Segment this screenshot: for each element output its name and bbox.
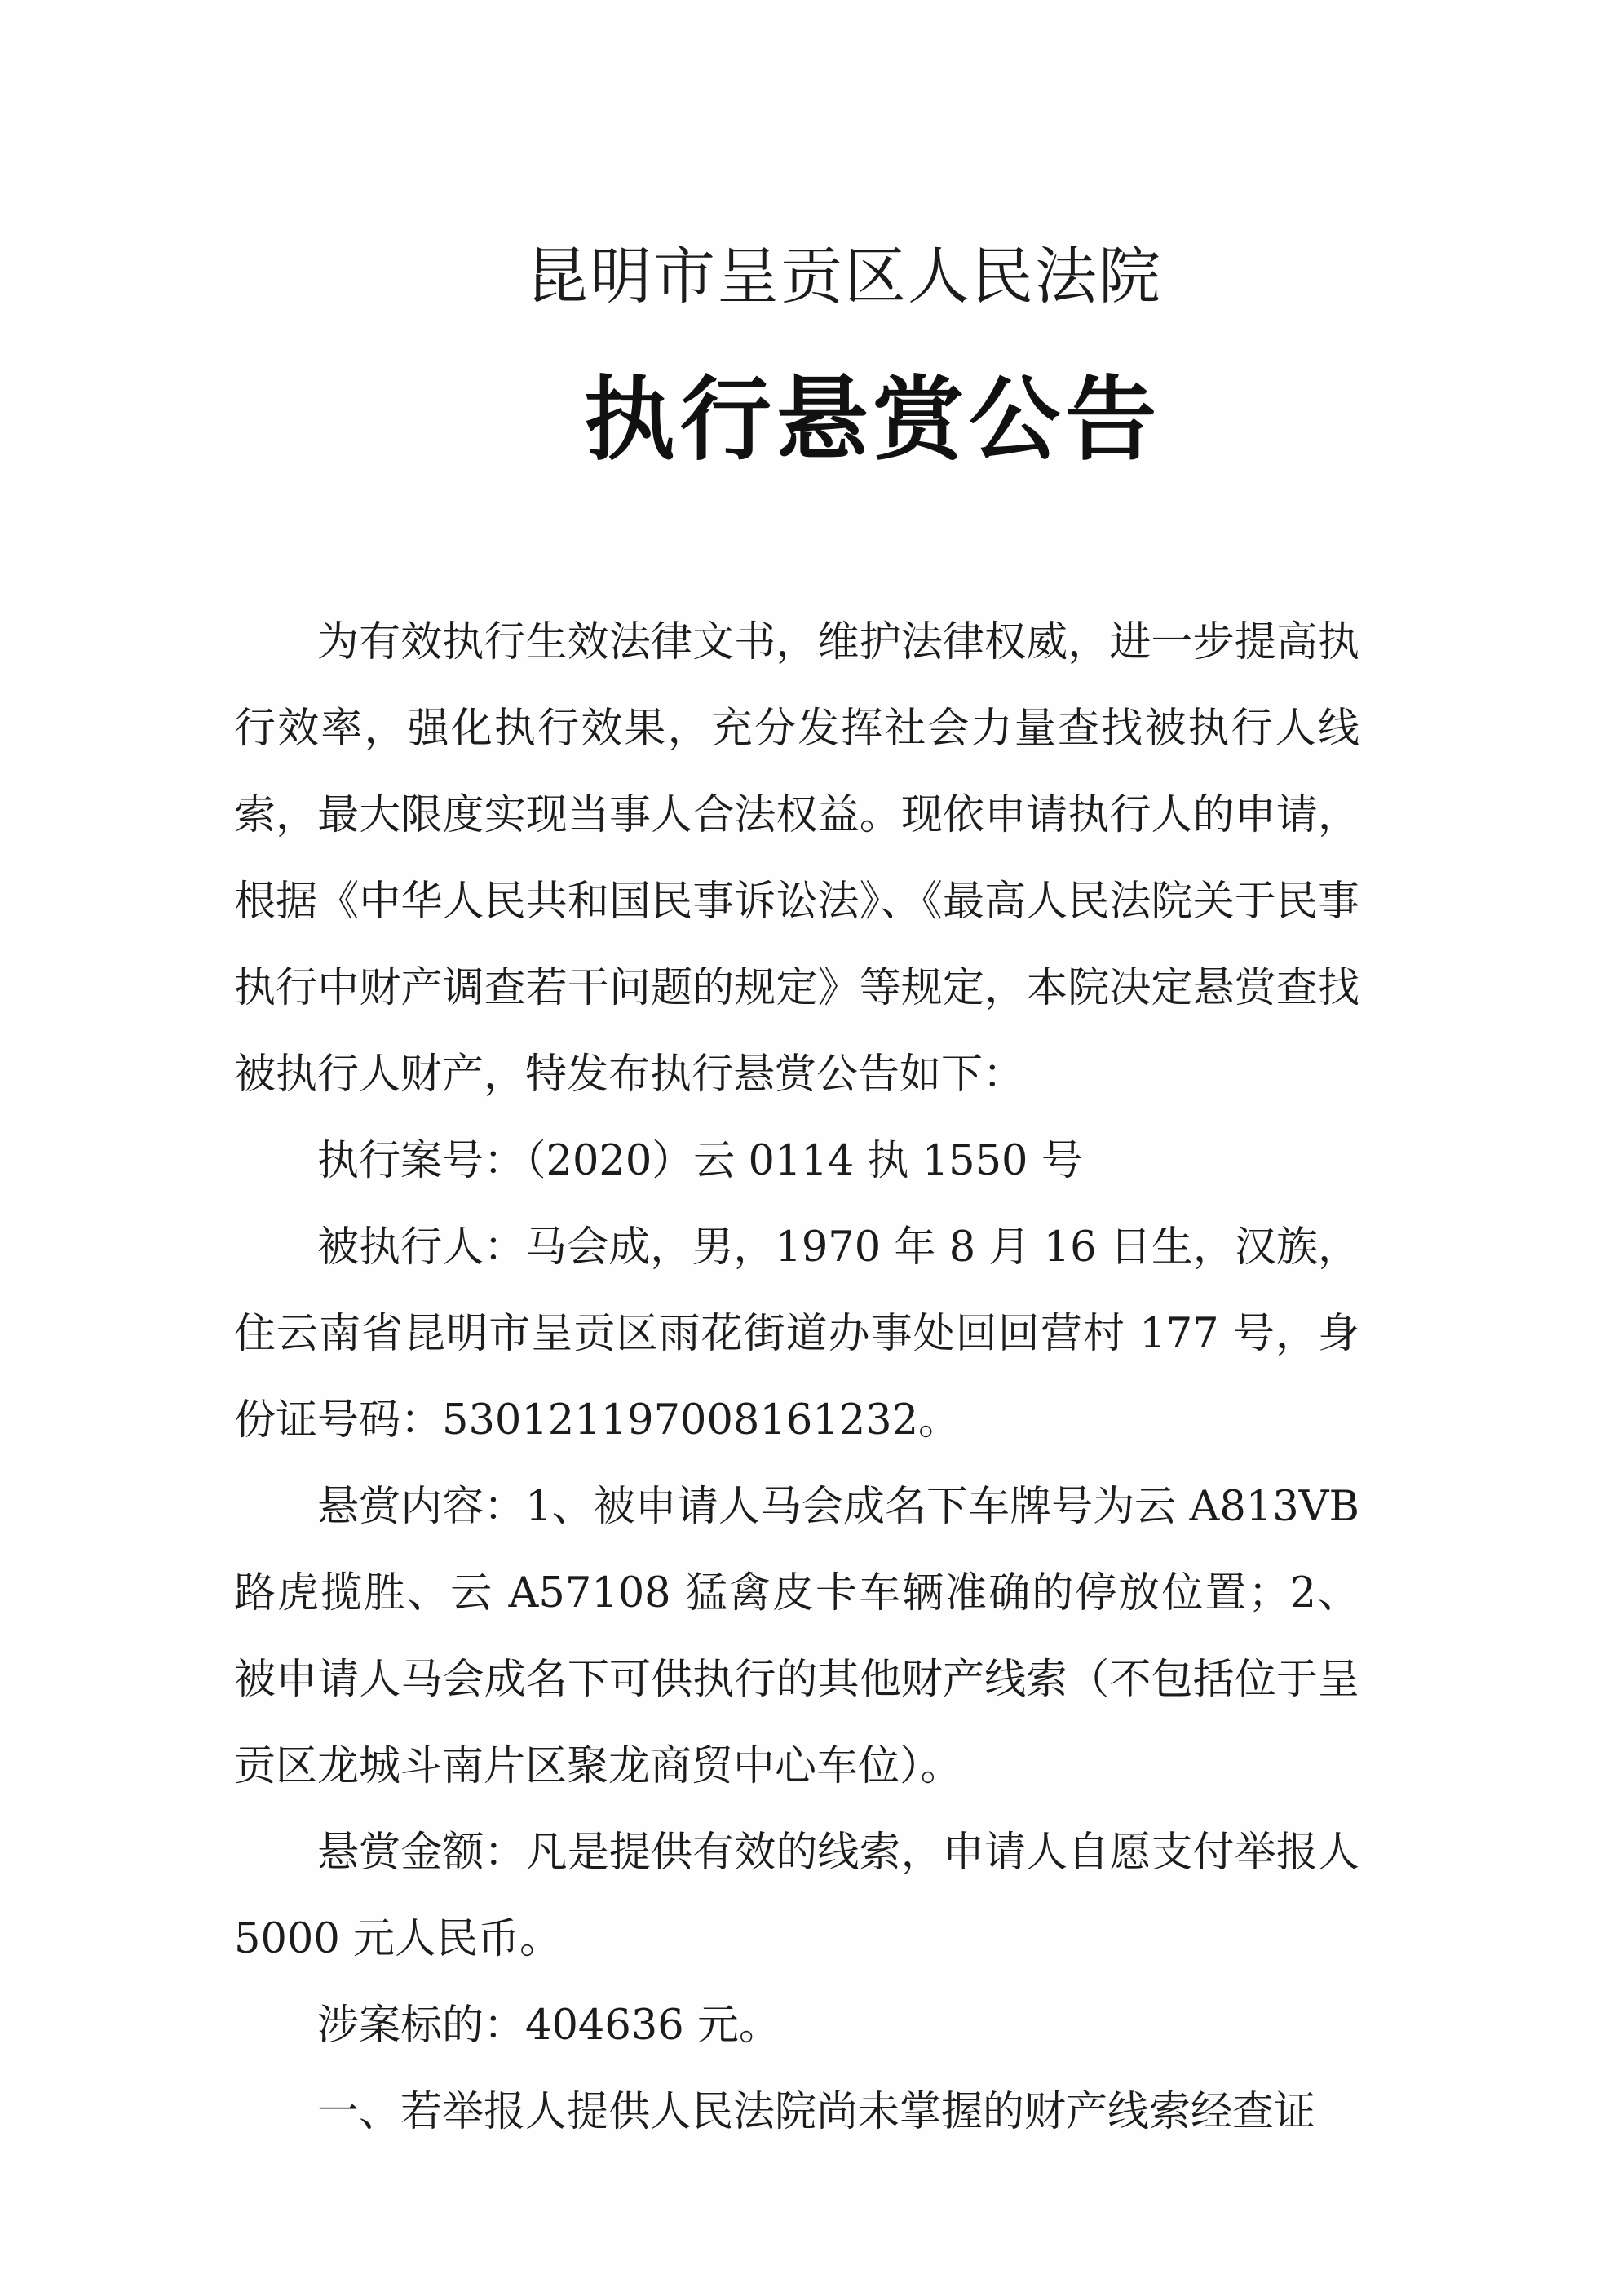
reward-amount-paragraph: 悬赏金额：凡是提供有效的线索，申请人自愿支付举报人 5000 元人民币。: [234, 1829, 1359, 1963]
intro-paragraph: 为有效执行生效法律文书，维护法律权威，进一步提高执行效率，强化执行效果，充分发挥社会力量查找被执行人线索，最大限度实现当事人合法权益。现依申请执行人的申请，根据《中华人民共和国民事诉讼法》、《最高人民法院关于民事执行中财产调查若干问题的规定》等规定，本院决定悬赏查找被执行人财产，特发布执行悬赏公告如下：: [234, 618, 1359, 1099]
clause-one-paragraph: 一、若举报人提供人民法院尚未掌握的财产线索经查证: [317, 2088, 1316, 2136]
document-title: 执行悬赏公告: [584, 366, 1161, 473]
reward-content-paragraph: 悬赏内容：1、被申请人马会成名下车牌号为云 A813VB 路虎揽胜、云 A57108 猛禽皮卡车辆准确的停放位置；2、被申请人马会成名下可供执行的其他财产线索（不包括位于呈贡区龙城斗南片区聚龙商贸中心车位）。: [234, 1483, 1359, 1790]
respondent-paragraph: 被执行人：马会成，男，1970 年 8 月 16 日生，汉族，住云南省昆明市呈贡区雨花街道办事处回回营村 177 号，身份证号码：530121197008161232。: [234, 1223, 1359, 1444]
document-body: [234, 599, 1359, 2156]
case-amount-paragraph: 涉案标的：404636 元。: [317, 2002, 780, 2050]
case-number-paragraph: 执行案号：（2020）云 0114 执 1550 号: [317, 1137, 1083, 1185]
court-name: 昆明市呈贡区人民法院: [526, 240, 1162, 312]
